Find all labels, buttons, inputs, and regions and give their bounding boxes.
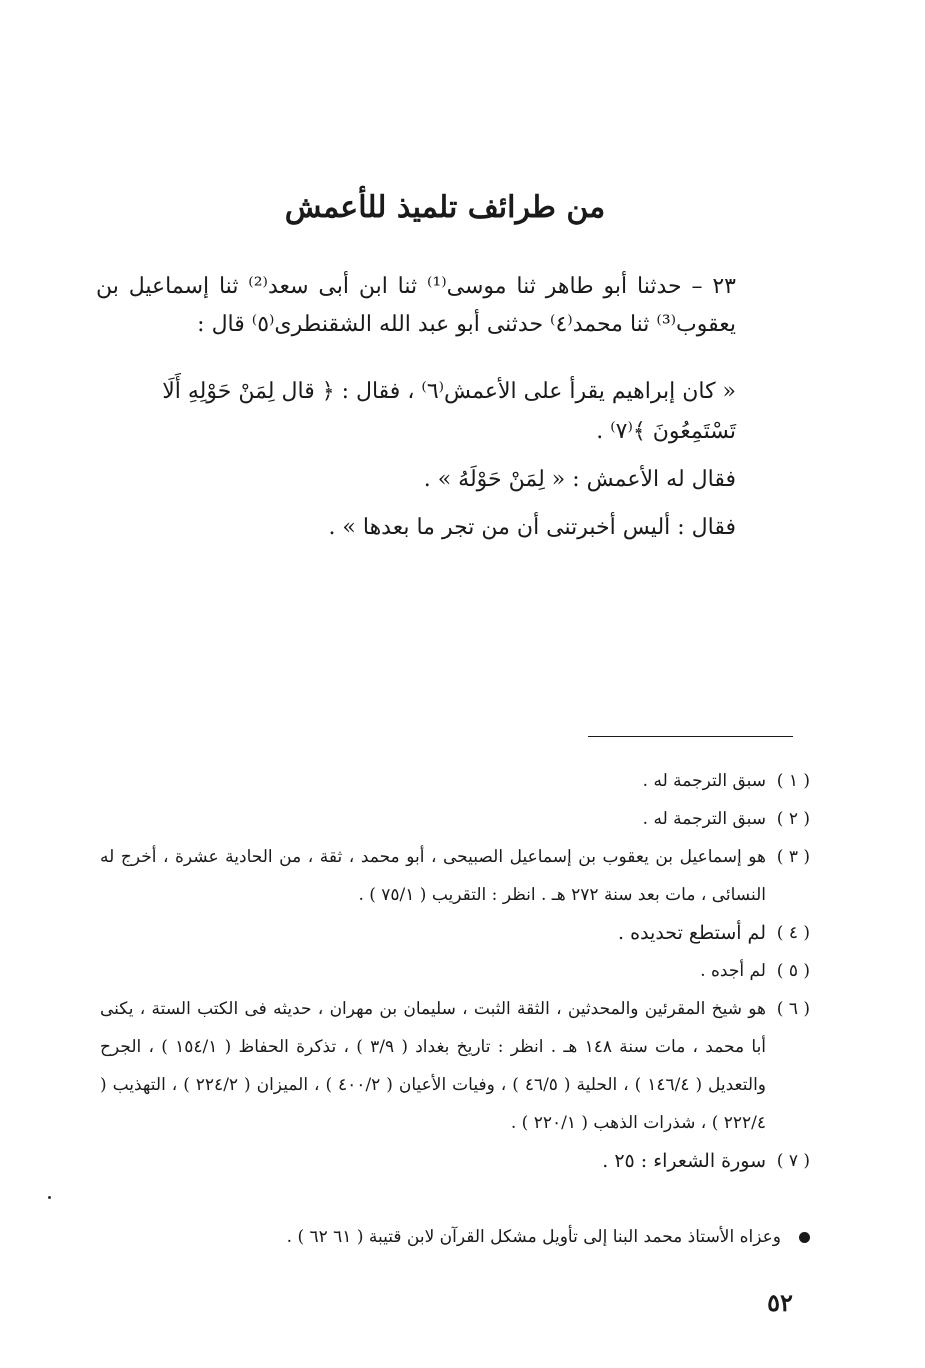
- source-note: [120, 1222, 810, 1252]
- footnote-number: ( ١ ): [776, 771, 810, 791]
- quote-line-3: فقال : أليس أخبرتنى أن من تجر ما بعدها » .: [328, 515, 736, 540]
- footnote-item: [100, 838, 810, 914]
- section-title: من طرائف تلميذ للأعمش: [284, 190, 606, 225]
- page-number: ٥٢: [767, 1288, 793, 1317]
- footnote-item: [100, 914, 810, 952]
- footnote-item: [100, 800, 810, 838]
- footnote-text: سبق الترجمة له .: [642, 771, 766, 791]
- footnote-text: هو شيخ المقرئين والمحدثين ، الثقة الثبت ، سليمان بن مهران ، حديثه فى الكتب الستة ، يكنى أبا محمد ، مات سنة ١٤٨ هـ . انظر : تاريخ بغداد ( ٣/٩ ) ، تذكرة الحفاظ ( ١٥٤/١ ) ، الجرح والتعديل ( ١٤٦/٤ ) ، الحلية ( ٤٦/٥ ) ، وفيات الأعيان ( ٤٠٠/٢ ) ، الميزان ( ٢٢٤/٢ ) ، التهذيب ( ٢٢٢/٤ ) ، شذرات الذهب ( ٢٢٠/١ ) .: [100, 999, 767, 1133]
- footnote-text: سورة الشعراء : ٢٥ .: [602, 1150, 766, 1172]
- footnote-number: ( ٢ ): [776, 809, 810, 829]
- footnote-item: [100, 990, 810, 1142]
- narration-text: ٢٣ – حدثنا أبو طاهر ثنا موسى⁽¹⁾ ثنا ابن أبى سعد⁽²⁾ ثنا إسماعيل بن يعقوب⁽³⁾ ثنا محمد⁽٤⁾ حدثنى أبو عبد الله الشقنطرى⁽٥⁾ قال :: [96, 274, 736, 337]
- footnote-item: [100, 1142, 810, 1180]
- scan-speck: [48, 1196, 51, 1199]
- hadith-chain: [96, 268, 736, 344]
- quote-line-2: فقال له الأعمش : « لِمَنْ حَوْلَهُ » .: [423, 467, 736, 492]
- quote-line-1: « كان إبراهيم يقرأ على الأعمش⁽٦⁾ ، فقال : ﴿ قال لِمَنْ حَوْلِهِ أَلَا تَسْتَمِعُونَ ﴾⁽٧⁾ .: [162, 379, 736, 444]
- footnotes-list: [100, 762, 810, 1180]
- footnote-item: [100, 952, 810, 990]
- footnote-number: ( ٧ ): [776, 1151, 810, 1171]
- source-note-text: وعزاه الأستاذ محمد البنا إلى تأويل مشكل القرآن لابن قتيبة ( ٦١ ٦٢ ) .: [286, 1227, 781, 1247]
- hadith-text: [96, 372, 736, 556]
- footnote-separator: [588, 736, 793, 737]
- footnote-text: سبق الترجمة له .: [642, 809, 766, 829]
- footnote-text: هو إسماعيل بن يعقوب بن إسماعيل الصبيحى ، أبو محمد ، ثقة ، من الحادية عشرة ، أخرج له النسائى ، مات بعد سنة ٢٧٢ هـ . انظر : التقريب ( ٧٥/١ ) .: [100, 847, 766, 905]
- footnote-number: ( ٤ ): [776, 923, 810, 943]
- footnote-text: لم أستطع تحديده .: [618, 922, 766, 944]
- footnote-number: ( ٥ ): [776, 961, 810, 981]
- footnote-number: ( ٣ ): [776, 847, 810, 867]
- footnote-number: ( ٦ ): [776, 999, 810, 1019]
- footnote-item: [100, 762, 810, 800]
- bullet-icon: [799, 1232, 810, 1243]
- footnote-text: لم أجده .: [700, 961, 766, 981]
